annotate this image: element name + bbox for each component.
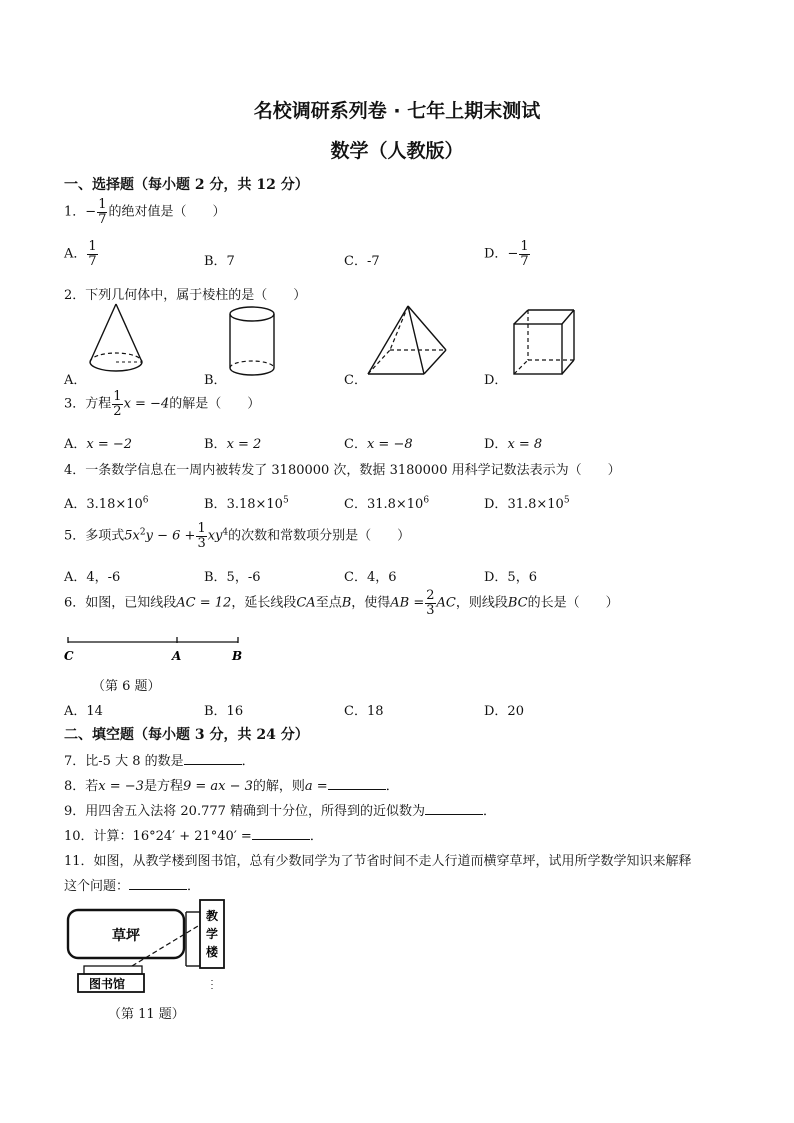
figure-caption: （第 6 题） bbox=[92, 679, 161, 694]
equation: AC = 12 bbox=[176, 595, 232, 611]
q3-option-a[interactable] bbox=[64, 433, 132, 452]
question-text: ，则线段 bbox=[455, 595, 508, 611]
answer-blank[interactable] bbox=[425, 802, 483, 815]
option-label: D． bbox=[484, 437, 508, 452]
question-text: 5．多项式 bbox=[64, 528, 125, 544]
q2-option-b[interactable]: B． bbox=[204, 373, 227, 388]
option-value: x = −2 bbox=[86, 437, 133, 452]
pyramid-figure bbox=[366, 302, 450, 380]
q1-option-b[interactable]: B．7 bbox=[204, 254, 235, 269]
page-title: 名校调研系列卷 · 七年上期末测试 bbox=[253, 100, 541, 122]
question-4-stem: 4．一条数学信息在一周内被转发了 3180000 次，数据 3180000 用科学记数法表示为（ ） bbox=[64, 463, 621, 478]
numerator: 1 bbox=[88, 239, 97, 254]
question-text: 10．计算： bbox=[64, 829, 133, 844]
question-number: 1． bbox=[64, 204, 86, 220]
library-label: 图书馆 bbox=[89, 977, 126, 991]
page-subtitle: 数学（人教版） bbox=[330, 140, 464, 162]
cube-figure bbox=[510, 306, 578, 378]
question-text: 的解是（ ） bbox=[169, 396, 261, 412]
section-heading-fill: 二、填空题（每小题 3 分，共 24 分） bbox=[64, 727, 309, 743]
segment-name: CA bbox=[296, 595, 316, 611]
polynomial-term: xy bbox=[207, 528, 223, 544]
question-7 bbox=[64, 750, 255, 769]
question-10 bbox=[64, 825, 323, 844]
point-label-a: A bbox=[172, 649, 182, 663]
building-label-2: 学 bbox=[206, 927, 219, 941]
fraction bbox=[112, 390, 122, 418]
numerator: 1 bbox=[197, 521, 206, 536]
cone-figure bbox=[86, 302, 146, 380]
question-text: ． bbox=[309, 829, 323, 844]
q5-option-c[interactable]: C．4，6 bbox=[344, 570, 397, 585]
question-5-stem bbox=[64, 522, 410, 550]
polynomial-term: 5x bbox=[124, 528, 140, 544]
question-text: 至点 bbox=[315, 595, 342, 611]
option-label: A． bbox=[64, 437, 87, 452]
q5-option-d[interactable]: D．5，6 bbox=[484, 570, 537, 585]
question-3-stem bbox=[64, 390, 260, 418]
option-value: 3.18×10 bbox=[86, 497, 143, 512]
fraction bbox=[97, 198, 107, 226]
question-text: 6．如图，已知线段 bbox=[64, 595, 177, 611]
question-11-line1: 11．如图，从教学楼到图书馆，总有少数同学为了节省时间不走人行道而横穿草坪，试用所学数学知识来解释 bbox=[64, 854, 692, 869]
question-text: ． bbox=[483, 804, 497, 819]
q5-option-a[interactable]: A．4，-6 bbox=[64, 570, 121, 585]
question-11-line2 bbox=[64, 875, 200, 894]
segment-name: BC bbox=[507, 595, 528, 611]
question-text: ． bbox=[187, 879, 201, 894]
equation: 9 = ax − 3 bbox=[182, 779, 253, 794]
question-text: 的次数和常数项分别是（ ） bbox=[228, 528, 411, 544]
question-text: ，使得 bbox=[351, 595, 391, 611]
campus-figure bbox=[62, 898, 238, 1000]
fraction bbox=[87, 240, 97, 268]
question-text: ，延长线段 bbox=[231, 595, 297, 611]
exponent: 6 bbox=[142, 495, 149, 506]
denominator: 7 bbox=[98, 211, 107, 227]
figure-caption: （第 11 题） bbox=[108, 1007, 185, 1022]
option-value: 3.18×10 bbox=[226, 497, 283, 512]
exponent: 5 bbox=[282, 495, 289, 506]
option-label: D． bbox=[484, 497, 508, 512]
numerator: 1 bbox=[113, 389, 122, 404]
q6-option-b[interactable]: B．16 bbox=[204, 704, 244, 719]
exponent: 4 bbox=[222, 527, 229, 538]
q1-option-d[interactable] bbox=[484, 240, 531, 268]
option-label: A． bbox=[64, 497, 87, 512]
option-label: B． bbox=[204, 497, 227, 512]
building-label-1: 教 bbox=[206, 909, 219, 923]
option-value: 31.8×10 bbox=[507, 497, 564, 512]
q3-option-d[interactable] bbox=[484, 433, 542, 452]
option-value: 31.8×10 bbox=[366, 497, 424, 512]
denominator: 3 bbox=[426, 602, 435, 618]
answer-blank[interactable] bbox=[328, 777, 386, 790]
q4-option-d[interactable] bbox=[484, 493, 570, 512]
question-text: 的解，则 bbox=[252, 779, 305, 794]
question-text: 的长是（ ） bbox=[527, 595, 619, 611]
equation: x = −3 bbox=[98, 779, 144, 794]
option-value: x = −8 bbox=[366, 437, 413, 452]
q4-option-c[interactable] bbox=[344, 493, 429, 512]
question-text: 8．若 bbox=[64, 779, 99, 794]
numerator: 1 bbox=[520, 239, 529, 254]
q3-option-b[interactable] bbox=[204, 433, 261, 452]
exponent: 2 bbox=[139, 527, 146, 538]
minus-sign: − bbox=[85, 204, 97, 220]
option-label: A． bbox=[64, 246, 87, 262]
option-label: C． bbox=[344, 437, 367, 452]
lawn-label: 草坪 bbox=[112, 928, 140, 944]
question-text: 7．比-5 大 8 的数是 bbox=[64, 754, 184, 769]
exponent: 5 bbox=[563, 495, 570, 506]
question-9 bbox=[64, 800, 496, 819]
equation: x = −4 bbox=[123, 396, 170, 412]
q5-option-b[interactable]: B．5，-6 bbox=[204, 570, 261, 585]
q3-option-c[interactable] bbox=[344, 433, 413, 452]
q6-option-c[interactable]: C．18 bbox=[344, 704, 384, 719]
building-label-3: 楼 bbox=[206, 945, 219, 959]
fraction bbox=[196, 522, 206, 550]
q2-option-c[interactable]: C． bbox=[344, 373, 367, 388]
question-8 bbox=[64, 775, 399, 794]
question-2-stem: 2．下列几何体中，属于棱柱的是（ ） bbox=[64, 288, 307, 303]
option-value: x = 2 bbox=[226, 437, 262, 452]
variable: a = bbox=[304, 779, 328, 794]
numerator: 2 bbox=[426, 588, 435, 603]
exponent: 6 bbox=[423, 495, 430, 506]
equation: AB = bbox=[390, 595, 425, 611]
q1-option-a[interactable] bbox=[64, 240, 99, 268]
numerator: 1 bbox=[98, 197, 107, 212]
option-label: B． bbox=[204, 437, 227, 452]
point-name: B bbox=[341, 595, 352, 611]
answer-blank[interactable] bbox=[252, 827, 310, 840]
answer-blank[interactable] bbox=[184, 752, 242, 765]
question-text: 9．用四舍五入法将 20.777 精确到十分位，所得到的近似数为 bbox=[64, 804, 426, 819]
denominator: 7 bbox=[520, 253, 529, 269]
point-label-b: B bbox=[232, 649, 243, 663]
q6-option-d[interactable]: D．20 bbox=[484, 704, 524, 719]
polynomial-term: y − 6 + bbox=[145, 528, 196, 544]
question-6-stem bbox=[64, 589, 619, 617]
denominator: 2 bbox=[113, 403, 122, 419]
q4-option-b[interactable] bbox=[204, 493, 289, 512]
question-text: ． bbox=[385, 779, 399, 794]
question-text: 是方程 bbox=[143, 779, 183, 794]
shortcut-path bbox=[132, 926, 198, 966]
cylinder-figure bbox=[226, 304, 278, 382]
question-text: ． bbox=[241, 754, 255, 769]
question-text: 的绝对值是（ ） bbox=[108, 204, 226, 220]
question-1-stem bbox=[64, 198, 225, 226]
fraction bbox=[519, 240, 529, 268]
segment-name: AC bbox=[436, 595, 456, 611]
q2-option-d[interactable]: D． bbox=[484, 373, 508, 388]
segment-figure bbox=[62, 632, 252, 666]
answer-blank[interactable] bbox=[129, 877, 187, 890]
point-label-c: C bbox=[64, 649, 74, 663]
minus-sign: − bbox=[507, 246, 519, 262]
q2-option-a[interactable]: A． bbox=[64, 373, 87, 388]
fraction bbox=[425, 589, 435, 617]
denominator: 7 bbox=[88, 253, 97, 269]
q4-option-a[interactable] bbox=[64, 493, 149, 512]
section-heading-choice: 一、选择题（每小题 2 分，共 12 分） bbox=[64, 177, 309, 193]
option-label: C． bbox=[344, 497, 367, 512]
option-value: x = 8 bbox=[507, 437, 543, 452]
expression: 16°24′ + 21°40′ = bbox=[132, 829, 252, 844]
question-text: 这个问题： bbox=[64, 879, 130, 894]
q6-option-a[interactable]: A．14 bbox=[64, 704, 103, 719]
q1-option-c[interactable]: C．-7 bbox=[344, 254, 380, 269]
denominator: 3 bbox=[197, 535, 206, 551]
question-text: 3．方程 bbox=[64, 396, 112, 412]
option-label: D． bbox=[484, 246, 508, 262]
